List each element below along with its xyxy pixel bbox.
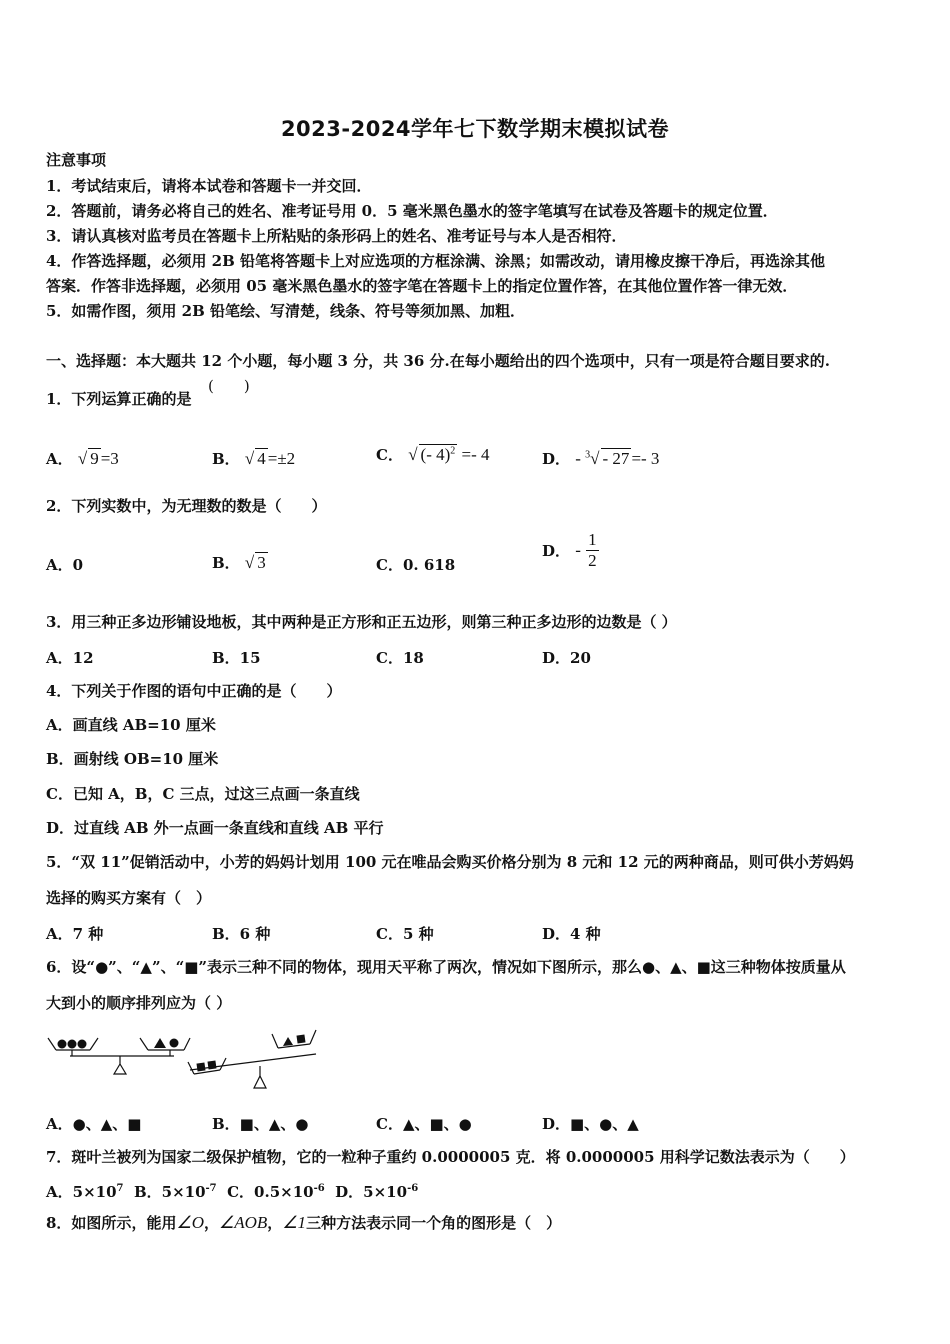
q2-option-c: C．0. 618 xyxy=(376,556,456,574)
radicand: 4 xyxy=(257,449,266,468)
math-expression: √ 4 =±2 xyxy=(244,449,296,468)
q6-stem-line2: 大到小的顺序排列应为（ ） xyxy=(46,994,232,1012)
option-label: A． xyxy=(46,1183,73,1201)
radicand: 3 xyxy=(257,553,266,572)
balance-right xyxy=(188,1030,316,1088)
q5-option-d: D．4 种 xyxy=(542,925,601,943)
radicand: 9 xyxy=(90,449,99,468)
math-expression: √ 3 xyxy=(244,553,266,572)
option-value: 5×10 xyxy=(72,1183,117,1201)
fraction xyxy=(586,530,599,571)
q1-option-c xyxy=(376,444,490,465)
exponent: -6 xyxy=(407,1183,419,1194)
q4-option-c: C．已知 A，B，C 三点，过这三点画一条直线 xyxy=(46,785,360,803)
math-rest: =3 xyxy=(100,449,119,468)
radicand: - 27 xyxy=(602,449,630,468)
separator: ， xyxy=(203,1214,219,1232)
square-weight xyxy=(196,1062,205,1071)
option-label: B． xyxy=(212,554,240,572)
square-weight xyxy=(296,1034,305,1043)
exponent: -7 xyxy=(205,1183,217,1194)
triangle-weight xyxy=(154,1038,166,1048)
math-rest: =- 4 xyxy=(461,445,490,464)
math-expression: √ 9 =3 xyxy=(77,449,119,468)
q4-option-d: D．过直线 AB 外一点画一条直线和直线 AB 平行 xyxy=(46,819,384,837)
q2-option-b xyxy=(212,552,268,573)
q6-stem-line1: 6．设“●”、“▲”、“■”表示三种不同的物体，现用天平称了两次，情况如下图所示，那么●、▲、■这三种物体按质量从 xyxy=(46,958,846,976)
q3-option-c: C．18 xyxy=(376,649,424,667)
notice-item: 4．作答选择题，必须用 2B 铅笔将答题卡上对应选项的方框涂满、涂黑；如需改动，请用橡皮擦干净后，再选涂其他 xyxy=(46,252,826,270)
circle-weight xyxy=(78,1040,87,1049)
math-rest: =- 3 xyxy=(631,449,660,468)
math-rest: =±2 xyxy=(267,449,296,468)
math-expression: - $^3$√ - 27 =- 3 xyxy=(575,449,660,468)
q7-stem: 7．斑叶兰被列为国家二级保护植物，它的一粒种子重约 0.0000005 克．将 0.0000005 用科学记数法表示为（ ） xyxy=(46,1148,855,1166)
math-expression: √ (- 4)$^2$ =- 4 xyxy=(408,445,490,464)
page-title: 2023-2024学年七下数学期末模拟试卷 xyxy=(280,117,670,141)
q8-stem xyxy=(46,1213,561,1233)
angle-o: ∠O xyxy=(176,1213,204,1232)
angle-aob: ∠AOB xyxy=(219,1213,268,1232)
q6-option-a: A．●、▲、■ xyxy=(46,1115,142,1133)
circle-weight xyxy=(68,1040,77,1049)
q6-option-c: C．▲、■、● xyxy=(376,1115,472,1133)
option-label: A． xyxy=(46,450,73,468)
q1-stem: 1．下列运算正确的是 xyxy=(46,390,192,408)
option-label: C． xyxy=(376,446,403,464)
triangle-weight xyxy=(283,1037,293,1046)
q3-option-b: B．15 xyxy=(212,649,261,667)
q4-option-a: A．画直线 AB=10 厘米 xyxy=(46,716,216,734)
circle-weight xyxy=(58,1040,67,1049)
notice-item: 2．答题前，请务必将自己的姓名、准考证号用 0．5 毫米黑色墨水的签字笔填写在试卷及答题卡的规定位置． xyxy=(46,202,778,220)
q2-stem: 2．下列实数中，为无理数的数是（ ） xyxy=(46,497,327,515)
q6-option-d: D．■、●、▲ xyxy=(542,1115,639,1133)
radicand xyxy=(419,444,458,465)
q4-option-b: B．画射线 OB=10 厘米 xyxy=(46,750,219,768)
q5-option-c: C．5 种 xyxy=(376,925,434,943)
option-value: 5×10 xyxy=(363,1183,408,1201)
balance-scales-figure xyxy=(44,1026,324,1096)
option-label: D． xyxy=(542,542,571,560)
option-label: B． xyxy=(212,450,240,468)
q3-stem: 3．用三种正多边形铺设地板，其中两种是正方形和正五边形，则第三种正多边形的边数是（ ） xyxy=(46,613,677,631)
notice-heading: 注意事项 xyxy=(46,151,107,169)
q5-option-b: B．6 种 xyxy=(212,925,271,943)
q1-option-b xyxy=(212,448,295,469)
option-label: B． xyxy=(133,1183,162,1201)
math-sign: - xyxy=(575,449,586,468)
balance-left xyxy=(48,1038,190,1074)
numerator: 1 xyxy=(588,530,597,549)
angle-1: ∠1 xyxy=(282,1213,307,1232)
q1-option-d xyxy=(542,448,659,469)
q2-option-d xyxy=(542,530,599,571)
section-heading: 一、选择题：本大题共 12 个小题，每小题 3 分，共 36 分.在每小题给出的四个选项中，只有一项是符合题目要求的. xyxy=(46,352,830,370)
q3-option-d: D．20 xyxy=(542,649,591,667)
option-value: 5×10 xyxy=(161,1183,206,1201)
exponent: -6 xyxy=(313,1183,325,1194)
q1-paren: ( ) xyxy=(208,377,250,395)
notice-item: 5．如需作图，须用 2B 铅笔绘、写清楚，线条、符号等须加黑、加粗． xyxy=(46,302,525,320)
q5-stem-line1: 5．“双 11”促销活动中，小芳的妈妈计划用 100 元在唯品会购买价格分别为 8 元和 12 元的两种商品，则可供小芳妈妈 xyxy=(46,853,854,871)
option-value: 0.5×10 xyxy=(254,1183,314,1201)
square-weight xyxy=(207,1060,216,1069)
exponent: 2 xyxy=(450,445,456,457)
q5-stem-line2: 选择的购买方案有（ ） xyxy=(46,889,212,907)
fulcrum xyxy=(114,1064,126,1074)
notice-item: 答案．作答非选择题，必须用 05 毫米黑色墨水的签字笔在答题卡上的指定位置作答，在其他位置作答一律无效． xyxy=(46,277,798,295)
option-label: D． xyxy=(542,450,571,468)
q1-option-a xyxy=(46,448,119,469)
fulcrum xyxy=(254,1076,266,1088)
radicand-base: (- 4) xyxy=(420,445,451,464)
q5-option-a: A．7 种 xyxy=(46,925,104,943)
q3-option-a: A．12 xyxy=(46,649,94,667)
q8-text-post: 三种方法表示同一个角的图形是（ ） xyxy=(306,1214,562,1232)
q4-stem: 4．下列关于作图的语句中正确的是（ ） xyxy=(46,682,342,700)
q7-options xyxy=(46,1181,418,1202)
option-label: D． xyxy=(335,1183,364,1201)
q8-text-pre: 8．如图所示，能用 xyxy=(46,1214,177,1232)
notice-item: 1．考试结束后，请将本试卷和答题卡一并交回． xyxy=(46,177,372,195)
q6-option-b: B．■、▲、● xyxy=(212,1115,309,1133)
math-sign: - xyxy=(575,540,581,560)
exponent: 7 xyxy=(116,1183,124,1194)
q2-option-a: A．0 xyxy=(46,556,84,574)
circle-weight xyxy=(170,1039,179,1048)
separator: ， xyxy=(267,1214,283,1232)
root-index: 3 xyxy=(585,449,591,461)
denominator: 2 xyxy=(588,551,597,570)
option-label: C． xyxy=(227,1183,255,1201)
notice-item: 3．请认真核对监考员在答题卡上所粘贴的条形码上的姓名、准考证号与本人是否相符． xyxy=(46,227,627,245)
